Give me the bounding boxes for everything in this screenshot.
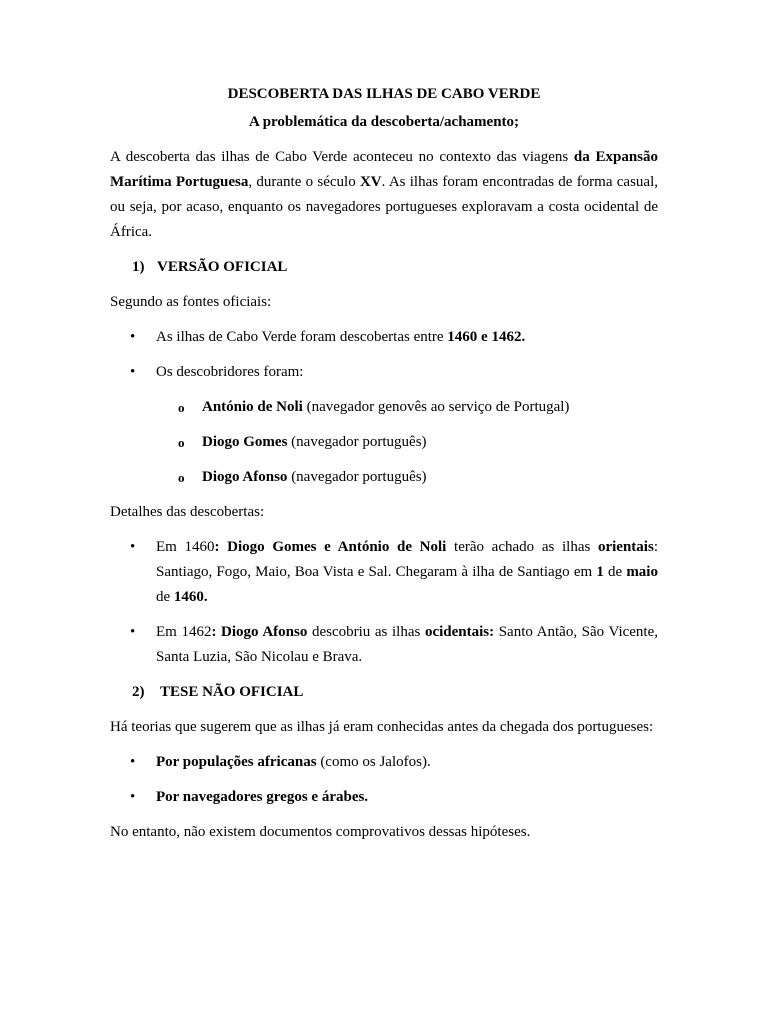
discoverer-name: António de Noli: [202, 399, 303, 415]
detail-text: descobriu as ilhas: [307, 624, 425, 640]
section2-bullet-list: [110, 750, 658, 810]
section-heading-nao-oficial: [110, 680, 658, 705]
intro-bold-century: XV: [359, 174, 382, 190]
bullet-text: As ilhas de Cabo Verde foram descobertas entre: [156, 329, 448, 345]
detail-bold-orientais: orientais: [597, 539, 654, 555]
discoverer-name: Diogo Afonso: [202, 469, 288, 485]
detail-text: de: [603, 564, 627, 580]
section-heading-oficial: [110, 255, 658, 280]
section2-lead: Há teorias que sugerem que as ilhas já eram conhecidas antes da chegada dos portugueses:: [110, 719, 654, 735]
document-title: DESCOBERTA DAS ILHAS DE CABO VERDE: [227, 86, 541, 102]
bullet-bold: Por populações africanas: [156, 754, 317, 770]
bullet-dot-icon: •: [130, 329, 136, 345]
section-heading-text: VERSÃO OFICIAL: [157, 259, 288, 275]
discoverer-desc: (navegador português): [287, 469, 427, 485]
detail-bold-ocidentais: ocidentais:: [424, 624, 495, 640]
list-item: [110, 325, 658, 350]
detail-discoverers: : Diogo Gomes e António de Noli: [214, 539, 447, 555]
discoverer-item: [110, 465, 658, 490]
discoverer-name: Diogo Gomes: [202, 434, 288, 450]
list-item: [110, 535, 658, 610]
hollow-circle-icon: o: [178, 435, 185, 450]
bullet-bold: Por navegadores gregos e árabes.: [156, 789, 369, 805]
hollow-circle-icon: o: [178, 470, 185, 485]
section-number: 2): [132, 684, 145, 700]
detail-text: : Santiago, Fogo, Maio, Boa Vista e Sal. Chegaram à ilha de Santiago em: [156, 539, 658, 580]
hollow-circle-icon: o: [178, 400, 185, 415]
discoverer-desc: (navegador genovês ao serviço de Portugal): [302, 399, 570, 415]
details-bullet-list: [110, 535, 658, 670]
intro-text-1: A descoberta das ilhas de Cabo Verde aconteceu no contexto das viagens: [110, 149, 574, 165]
section1-bullet-list: [110, 325, 658, 385]
detail-discoverers: : Diogo Afonso: [211, 624, 308, 640]
closing-paragraph: No entanto, não existem documentos comprovativos dessas hipóteses.: [110, 824, 531, 840]
bullet-text: Os descobridores foram:: [156, 364, 304, 380]
section-heading-text: TESE NÃO OFICIAL: [160, 684, 304, 700]
intro-text-3: . As ilhas foram encontradas de forma casual, ou seja, por acaso, enquanto os navegadores portugueses exploravam a costa ocidental de África.: [110, 174, 658, 240]
section-number: 1): [132, 259, 145, 275]
bullet-dot-icon: •: [130, 624, 136, 640]
list-item: [110, 785, 658, 810]
detail-bold-month: maio: [626, 564, 658, 580]
detail-year: Em 1460: [156, 539, 215, 555]
list-item: [110, 620, 658, 670]
bullet-dot-icon: •: [130, 539, 136, 555]
intro-bold-expansion: da Expansão Marítima Portuguesa: [110, 149, 658, 190]
bullet-bold-years: 1460 e 1462.: [447, 329, 526, 345]
section1-lead: Segundo as fontes oficiais:: [110, 294, 272, 310]
discoverers-list: [110, 395, 658, 490]
list-item: [110, 750, 658, 775]
detail-bold-day: 1: [596, 564, 604, 580]
bullet-dot-icon: •: [130, 364, 136, 380]
bullet-text: (como os Jalofos).: [316, 754, 431, 770]
discoverer-item: [110, 430, 658, 455]
detail-year: Em 1462: [156, 624, 212, 640]
bullet-dot-icon: •: [130, 789, 136, 805]
detail-text: terão achado as ilhas: [446, 539, 598, 555]
document-subtitle: A problemática da descoberta/achamento;: [248, 114, 520, 130]
bullet-dot-icon: •: [130, 754, 136, 770]
document-body: [110, 84, 658, 845]
intro-paragraph: [110, 145, 658, 245]
discoverer-item: [110, 395, 658, 420]
detail-text: Santo Antão, São Vicente, Santa Luzia, São Nicolau e Brava.: [156, 624, 659, 665]
detail-bold-year: 1460.: [173, 589, 208, 605]
list-item: [110, 360, 658, 385]
details-lead: Detalhes das descobertas:: [110, 504, 265, 520]
intro-text-2: , durante o século: [248, 174, 360, 190]
discoverer-desc: (navegador português): [287, 434, 427, 450]
detail-text: de: [156, 589, 174, 605]
